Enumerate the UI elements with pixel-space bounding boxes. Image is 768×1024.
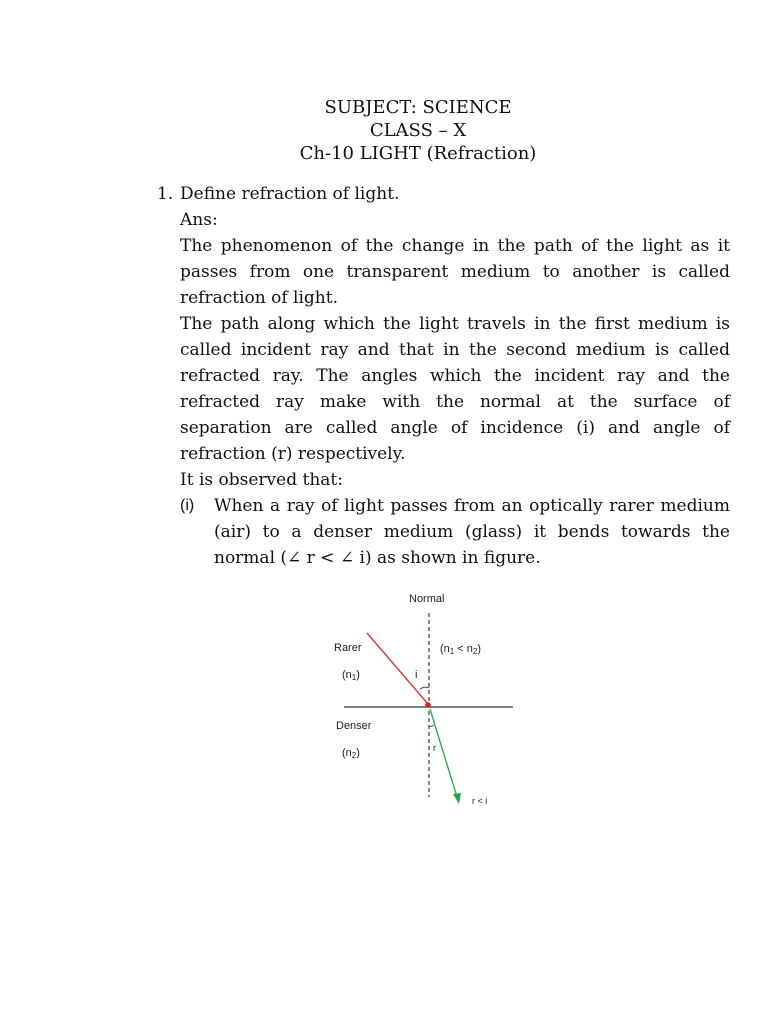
denser-label: Denser [336, 720, 372, 732]
refraction-figure [320, 585, 540, 815]
answer-block [180, 207, 730, 571]
subitem-text: When a ray of light passes from an optically rarer medium (air) to a denser medium (glass) it bends towards the normal (∠ r < ∠ i) as shown in figure. [214, 496, 730, 568]
normal-label: Normal [409, 593, 445, 605]
rarer-label: Rarer [334, 642, 362, 654]
class-title: CLASS – X [369, 120, 467, 141]
answer-paragraph-1: The phenomenon of the change in the path of the light as it passes from one transparent medium to another is called refraction of light. [180, 236, 730, 308]
refracted-ray [430, 709, 457, 797]
n2-label: $(n_2)$ [342, 747, 360, 760]
question-number: 1. [157, 184, 174, 204]
subitem-i [180, 493, 730, 571]
n1-label: $(n_1)$ [342, 669, 360, 682]
answer-paragraph-2: The path along which the light travels in the first medium is called incident ray and that in the second medium is called refracted ray. The angles which the incident ray and the refracted ray make with the normal at the surface of separation are called angle of incidence (i) and angle of refraction (r) respectively. [180, 314, 730, 464]
refraction-diagram [320, 585, 540, 815]
question-1 [157, 181, 730, 207]
angle-r-label: r [433, 743, 436, 753]
incident-ray [367, 633, 428, 704]
angle-r-arc [429, 725, 434, 726]
question-block [157, 181, 730, 571]
observed-text: It is observed that: [180, 470, 343, 490]
incidence-point [425, 702, 431, 708]
chapter-title: Ch-10 LIGHT (Refraction) [299, 143, 537, 164]
question-text: Define refraction of light. [180, 184, 400, 204]
index-relation-label: $(n_1 < n_2)$ [440, 643, 482, 656]
subitem-marker: (i) [180, 497, 195, 514]
document-header [0, 96, 768, 165]
angle-i-arc [420, 687, 429, 689]
subject-title: SUBJECT: SCIENCE [324, 97, 512, 118]
answer-label: Ans: [180, 210, 218, 230]
refracted-arrowhead [453, 793, 461, 804]
angle-i-label: i [415, 669, 418, 681]
r-less-than-i-label: r < i [472, 796, 488, 806]
